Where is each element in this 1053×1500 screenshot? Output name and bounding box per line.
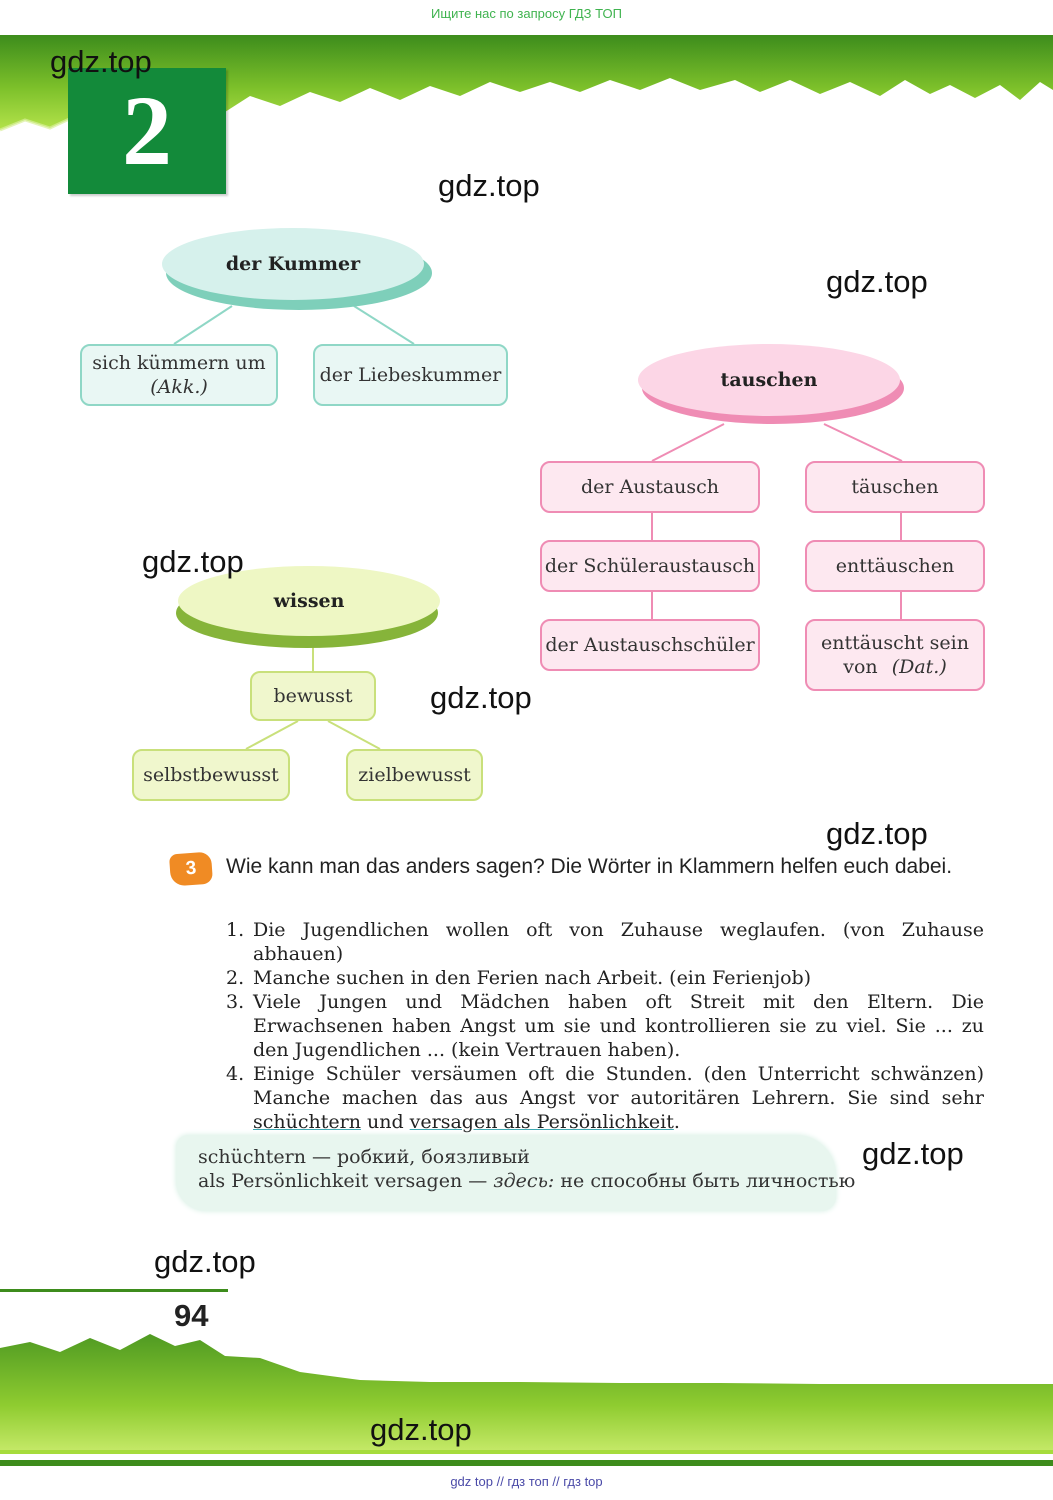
kummer-connectors — [174, 306, 414, 344]
tauschen-root-label: tauschen — [720, 369, 818, 391]
page-number: 94 — [174, 1298, 209, 1333]
tauschen-item-case — [843, 655, 947, 679]
tauschen-right-1 — [805, 461, 985, 513]
note-line-1: schüchtern — робкий, боязливый — [198, 1146, 530, 1168]
kummer-root-label: der Kummer — [225, 253, 361, 275]
watermark: gdz.top — [430, 680, 532, 715]
kummer-root — [162, 228, 424, 300]
list-item-text — [253, 1062, 984, 1134]
kummer-child-case: (Akk.) — [150, 376, 208, 398]
list-item-number: 4. — [226, 1063, 245, 1085]
watermark: gdz.top — [438, 168, 540, 203]
note-line-2 — [198, 1170, 855, 1192]
tauschen-left-3 — [540, 619, 760, 671]
watermark: gdz.top — [154, 1244, 256, 1279]
watermark: gdz.top — [142, 544, 244, 579]
wissen-child-zielbewusst — [346, 749, 483, 801]
list-item — [226, 1062, 984, 1134]
list-item-text-part: . — [673, 1111, 680, 1133]
list-item — [226, 918, 984, 966]
underlined-word: schüchtern — [253, 1111, 361, 1133]
list-item-number: 2. — [226, 967, 245, 989]
watermark: gdz.top — [862, 1136, 964, 1171]
tauschen-item-preposition: von — [843, 656, 878, 678]
footer-links[interactable]: gdz top // гдз топ // гдз top — [450, 1474, 603, 1489]
watermark: gdz.top — [826, 816, 928, 851]
list-item-number: 1. — [226, 919, 245, 941]
tauschen-left-1 — [540, 461, 760, 513]
note-text: als Persönlichkeit versagen — — [198, 1170, 494, 1192]
list-item-text-part: und — [360, 1111, 410, 1133]
exercise-number-badge: 3 — [169, 852, 213, 887]
wissen-item-label: selbstbewusst — [143, 764, 279, 786]
wissen-middle — [250, 671, 376, 721]
footer-rule — [0, 1460, 1053, 1466]
tauschen-item-label: enttäuschen — [835, 555, 955, 577]
list-item — [226, 990, 984, 1062]
exercise-title: Wie kann man das anders sagen? Die Wörter in Klammern helfen euch dabei. — [226, 855, 953, 878]
exercise-list — [226, 918, 984, 1134]
tauschen-right-3 — [805, 619, 985, 691]
tauschen-item-label: enttäuscht sein — [821, 632, 969, 654]
tauschen-item-dative: (Dat.) — [891, 656, 947, 678]
vocabulary-note — [176, 1135, 856, 1211]
list-item-text-part: Einige Schüler versäumen oft die Stunden. (den Unterricht schwänzen) Manche machen das aus Angst vor autoritären Lehrern. Sie sind sehr — [253, 1063, 984, 1109]
footer-grass — [0, 1328, 1053, 1468]
page-number-rule — [0, 1289, 228, 1292]
tauschen-item-label: der Austauschschüler — [545, 634, 755, 656]
note-text: не способны быть личностью — [554, 1170, 856, 1192]
kummer-child-label: der Liebeskummer — [319, 364, 502, 386]
wissen-root-label: wissen — [273, 590, 345, 612]
search-banner: Ищите нас по запросу ГДЗ ТОП — [431, 6, 622, 21]
watermark: gdz.top — [50, 44, 152, 79]
watermark: gdz.top — [826, 264, 928, 299]
kummer-child-kuemmern — [80, 344, 278, 406]
list-item-text: Manche suchen in den Ferien nach Arbeit. (ein Ferienjob) — [253, 967, 812, 989]
tauschen-item-label: der Austausch — [580, 476, 720, 498]
kummer-child-label: sich kümmern um — [92, 352, 266, 374]
tauschen-right-2 — [805, 540, 985, 592]
wissen-child-selbstbewusst — [132, 749, 290, 801]
wissen-item-label: zielbewusst — [358, 764, 471, 786]
tauschen-item-label: täuschen — [851, 476, 939, 498]
underlined-phrase: versagen als Persönlichkeit — [409, 1111, 674, 1133]
tauschen-root — [638, 344, 900, 416]
chapter-number-box: 2 — [68, 68, 226, 194]
note-emphasis: здесь: — [493, 1170, 555, 1192]
list-item-text: Viele Jungen und Mädchen haben oft Streit mit den Eltern. Die Erwachsenen haben Angst um sie und kontrollieren sie zu viel. Sie ... zu den Jugendlichen ... (kein Vertrauen haben). — [253, 991, 984, 1061]
wissen-item-label: bewusst — [273, 685, 353, 707]
list-item-number: 3. — [226, 991, 245, 1013]
kummer-child-liebeskummer — [313, 344, 508, 406]
tauschen-item-label: der Schüleraustausch — [544, 555, 756, 577]
watermark: gdz.top — [370, 1412, 472, 1447]
tauschen-left-2 — [540, 540, 760, 592]
list-item-text: Die Jugendlichen wollen oft von Zuhause weglaufen. (von Zuhause abhauen) — [253, 919, 984, 965]
list-item — [226, 966, 984, 990]
